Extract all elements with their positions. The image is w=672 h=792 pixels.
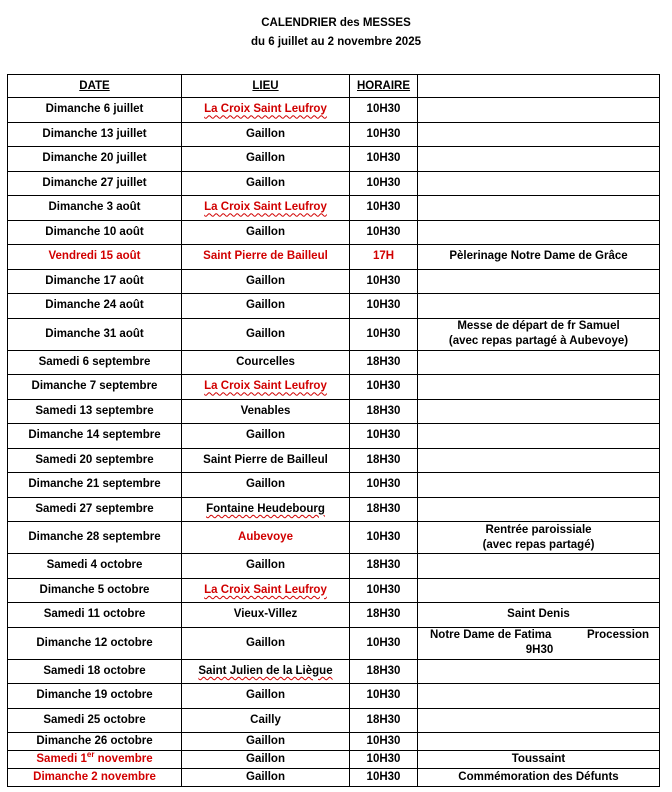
horaire-cell: 18H30	[350, 399, 418, 424]
date-superscript: er	[86, 750, 95, 760]
table-row	[8, 245, 660, 270]
horaire-cell: 10H30	[350, 733, 418, 751]
date-cell: Dimanche 21 septembre	[8, 473, 182, 498]
document-subtitle: du 6 juillet au 2 novembre 2025	[250, 36, 421, 48]
date-cell: Dimanche 12 octobre	[8, 627, 182, 659]
table-row	[8, 751, 660, 769]
table-row	[8, 448, 660, 473]
table-row	[8, 294, 660, 319]
date-suffix: novembre	[94, 753, 153, 765]
note-cell	[418, 708, 660, 733]
date-cell: Samedi 4 octobre	[8, 554, 182, 579]
date-cell: Dimanche 10 août	[8, 220, 182, 245]
note-cell: Commémoration des Défunts	[418, 769, 660, 787]
lieu-cell: Gaillon	[182, 318, 350, 350]
table-row	[8, 733, 660, 751]
lieu-text: Saint Julien de la Liègue	[198, 664, 333, 677]
lieu-cell	[182, 196, 350, 221]
date-cell: Dimanche 28 septembre	[8, 522, 182, 554]
horaire-cell: 17H	[350, 245, 418, 270]
horaire-cell: 10H30	[350, 627, 418, 659]
mass-schedule-table	[7, 74, 660, 787]
table-row	[8, 473, 660, 498]
lieu-cell: Aubevoye	[182, 522, 350, 554]
horaire-cell: 18H30	[350, 659, 418, 684]
note-cell	[418, 659, 660, 684]
table-row	[8, 522, 660, 554]
table-row	[8, 554, 660, 579]
lieu-cell: Saint Pierre de Bailleul	[182, 448, 350, 473]
date-cell: Dimanche 14 septembre	[8, 424, 182, 449]
horaire-cell: 10H30	[350, 318, 418, 350]
lieu-cell: Gaillon	[182, 751, 350, 769]
note-time: 9H30	[525, 644, 554, 656]
date-cell: Samedi 13 septembre	[8, 399, 182, 424]
date-cell: Samedi 27 septembre	[8, 497, 182, 522]
note-cell: Saint Denis	[418, 603, 660, 628]
note-cell	[418, 122, 660, 147]
date-cell: Samedi 20 septembre	[8, 448, 182, 473]
note-left: Notre Dame de Fatima	[430, 629, 552, 641]
note-cell	[418, 627, 660, 659]
table-row	[8, 98, 660, 123]
lieu-cell: Gaillon	[182, 122, 350, 147]
table-row	[8, 399, 660, 424]
horaire-cell: 18H30	[350, 350, 418, 375]
table-row	[8, 603, 660, 628]
table-row	[8, 350, 660, 375]
header-date: DATE	[8, 75, 182, 98]
table-row	[8, 220, 660, 245]
horaire-cell: 10H30	[350, 751, 418, 769]
table-row	[8, 269, 660, 294]
date-cell: Dimanche 17 août	[8, 269, 182, 294]
date-cell: Samedi 25 octobre	[8, 708, 182, 733]
note-cell	[418, 578, 660, 603]
horaire-cell: 18H30	[350, 708, 418, 733]
horaire-cell: 18H30	[350, 448, 418, 473]
note-cell	[418, 196, 660, 221]
horaire-cell: 10H30	[350, 122, 418, 147]
note-cell: Rentrée paroissiale (avec repas partagé)	[418, 522, 660, 554]
note-cell: Pèlerinage Notre Dame de Grâce	[418, 245, 660, 270]
table-row	[8, 578, 660, 603]
header-notes	[418, 75, 660, 98]
horaire-cell: 10H30	[350, 578, 418, 603]
header-horaire: HORAIRE	[350, 75, 418, 98]
date-cell: Vendredi 15 août	[8, 245, 182, 270]
lieu-cell: Gaillon	[182, 627, 350, 659]
lieu-cell: Gaillon	[182, 733, 350, 751]
lieu-cell: Vieux-Villez	[182, 603, 350, 628]
lieu-cell: Gaillon	[182, 171, 350, 196]
note-cell	[418, 98, 660, 123]
date-cell: Dimanche 2 novembre	[8, 769, 182, 787]
horaire-cell: 10H30	[350, 220, 418, 245]
date-cell: Dimanche 26 octobre	[8, 733, 182, 751]
note-cell	[418, 220, 660, 245]
note-cell	[418, 375, 660, 400]
date-cell: Dimanche 3 août	[8, 196, 182, 221]
note-cell	[418, 497, 660, 522]
date-cell: Dimanche 27 juillet	[8, 171, 182, 196]
table-row	[8, 171, 660, 196]
note-cell	[418, 684, 660, 709]
date-cell: Dimanche 5 octobre	[8, 578, 182, 603]
lieu-cell: Gaillon	[182, 684, 350, 709]
table-row	[8, 497, 660, 522]
table-row	[8, 424, 660, 449]
note-cell	[418, 554, 660, 579]
horaire-cell: 18H30	[350, 603, 418, 628]
date-cell: Dimanche 20 juillet	[8, 147, 182, 172]
note-cell	[418, 294, 660, 319]
horaire-cell: 10H30	[350, 171, 418, 196]
note-cell	[418, 473, 660, 498]
horaire-cell: 10H30	[350, 522, 418, 554]
lieu-cell	[182, 98, 350, 123]
lieu-cell	[182, 497, 350, 522]
horaire-cell: 10H30	[350, 424, 418, 449]
lieu-cell: Gaillon	[182, 294, 350, 319]
date-cell: Dimanche 6 juillet	[8, 98, 182, 123]
note-cell	[418, 269, 660, 294]
note-cell: Messe de départ de fr Samuel (avec repas partagé à Aubevoye)	[418, 318, 660, 350]
table-row	[8, 684, 660, 709]
lieu-cell: Gaillon	[182, 769, 350, 787]
note-cell	[418, 424, 660, 449]
note-cell	[418, 350, 660, 375]
lieu-cell: Venables	[182, 399, 350, 424]
table-row	[8, 318, 660, 350]
lieu-cell: Courcelles	[182, 350, 350, 375]
lieu-cell: Gaillon	[182, 147, 350, 172]
note-cell	[418, 171, 660, 196]
table-row	[8, 659, 660, 684]
horaire-cell: 10H30	[350, 294, 418, 319]
lieu-cell: Gaillon	[182, 554, 350, 579]
horaire-cell: 10H30	[350, 196, 418, 221]
table-row	[8, 375, 660, 400]
lieu-cell: Gaillon	[182, 473, 350, 498]
lieu-cell	[182, 578, 350, 603]
lieu-text: La Croix Saint Leufroy	[204, 103, 327, 116]
note-cell	[418, 733, 660, 751]
lieu-cell: Cailly	[182, 708, 350, 733]
document-title: CALENDRIER des MESSES	[261, 17, 411, 29]
note-cell	[418, 399, 660, 424]
date-cell	[8, 751, 182, 769]
horaire-cell: 18H30	[350, 497, 418, 522]
horaire-cell: 10H30	[350, 769, 418, 787]
table-row	[8, 196, 660, 221]
note-right: Procession	[587, 629, 649, 641]
date-cell: Dimanche 13 juillet	[8, 122, 182, 147]
lieu-text: La Croix Saint Leufroy	[204, 201, 327, 214]
horaire-cell: 18H30	[350, 554, 418, 579]
date-cell: Dimanche 24 août	[8, 294, 182, 319]
horaire-cell: 10H30	[350, 98, 418, 123]
lieu-text: La Croix Saint Leufroy	[204, 583, 327, 596]
note-cell	[418, 147, 660, 172]
date-cell: Samedi 11 octobre	[8, 603, 182, 628]
note-cell: Toussaint	[418, 751, 660, 769]
lieu-cell: Gaillon	[182, 269, 350, 294]
table-row	[8, 627, 660, 659]
lieu-cell	[182, 375, 350, 400]
date-cell: Dimanche 19 octobre	[8, 684, 182, 709]
date-prefix: Samedi 1	[36, 753, 87, 765]
lieu-cell: Gaillon	[182, 424, 350, 449]
lieu-cell: Saint Pierre de Bailleul	[182, 245, 350, 270]
lieu-cell	[182, 659, 350, 684]
header-row	[8, 75, 660, 98]
date-cell: Samedi 6 septembre	[8, 350, 182, 375]
horaire-cell: 10H30	[350, 147, 418, 172]
horaire-cell: 10H30	[350, 375, 418, 400]
horaire-cell: 10H30	[350, 269, 418, 294]
table-row	[8, 708, 660, 733]
lieu-text: La Croix Saint Leufroy	[204, 380, 327, 393]
table-row	[8, 769, 660, 787]
note-cell	[418, 448, 660, 473]
lieu-cell: Gaillon	[182, 220, 350, 245]
table-row	[8, 122, 660, 147]
date-cell: Samedi 18 octobre	[8, 659, 182, 684]
date-cell: Dimanche 7 septembre	[8, 375, 182, 400]
horaire-cell: 10H30	[350, 684, 418, 709]
date-cell: Dimanche 31 août	[8, 318, 182, 350]
table-row	[8, 147, 660, 172]
lieu-text: Fontaine Heudebourg	[206, 502, 325, 515]
header-lieu: LIEU	[182, 75, 350, 98]
horaire-cell: 10H30	[350, 473, 418, 498]
